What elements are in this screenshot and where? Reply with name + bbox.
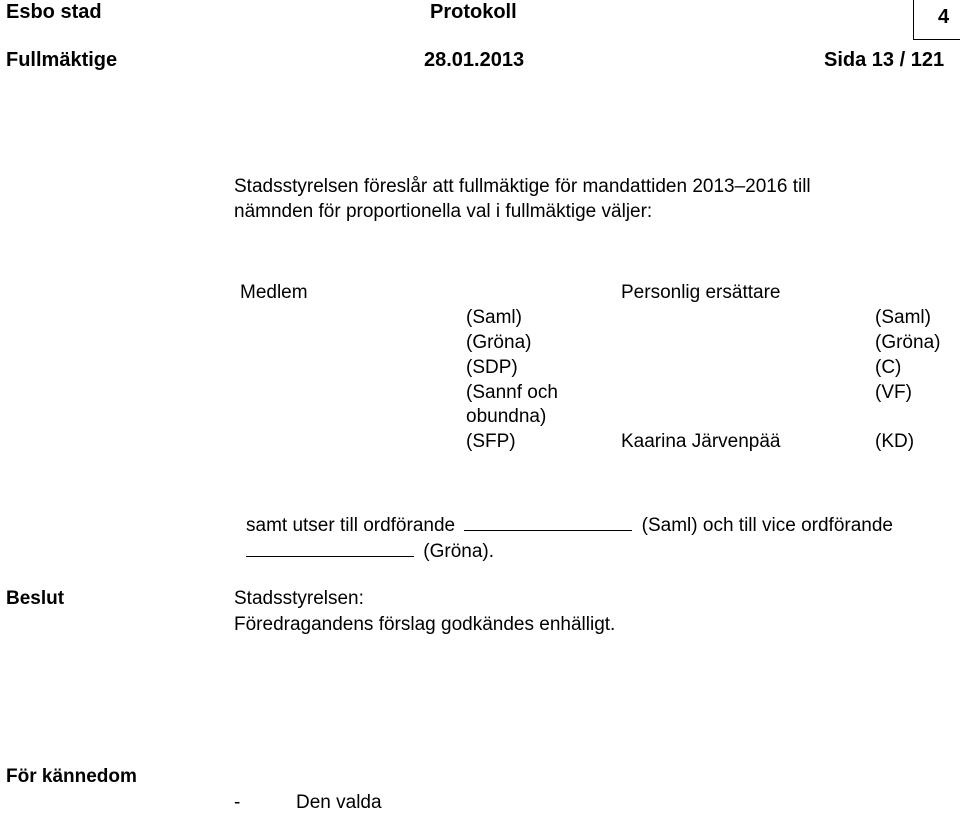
member-party: (Sannf och xyxy=(466,382,558,403)
proposal-line-2: nämnden för proportionella val i fullmäktige väljer: xyxy=(234,201,653,222)
chair-text-a: samt utser till ordförande xyxy=(246,515,456,536)
decision-label: Beslut xyxy=(6,588,65,609)
info-item-text: Den valda xyxy=(296,792,382,813)
header-org: Esbo stad xyxy=(6,1,102,23)
substitute-party: (VF) xyxy=(875,382,912,403)
substitute-party: (Gröna) xyxy=(875,332,941,353)
header-page: Sida 13 / 121 xyxy=(824,49,945,71)
member-party: (Gröna) xyxy=(466,332,532,353)
substitute-name: Kaarina Järvenpää xyxy=(621,431,781,452)
member-party-cont: obundna) xyxy=(466,406,547,427)
info-label: För kännedom xyxy=(6,766,137,787)
chair-text-b: (Saml) och till vice ordförande xyxy=(641,515,893,536)
member-party: (SDP) xyxy=(466,357,518,378)
chair-line-1 xyxy=(246,512,893,537)
col-header-substitute: Personlig ersättare xyxy=(621,282,781,303)
chair-line-2 xyxy=(246,538,494,563)
info-dash: - xyxy=(234,792,241,813)
member-party: (Saml) xyxy=(466,307,522,328)
proposal-line-1: Stadsstyrelsen föreslår att fullmäktige för mandattiden 2013–2016 till xyxy=(234,176,811,197)
header-doc-type: Protokoll xyxy=(430,1,517,23)
header-date: 28.01.2013 xyxy=(424,49,525,71)
header-body: Fullmäktige xyxy=(6,49,118,71)
item-number: 4 xyxy=(938,6,950,28)
substitute-party: (C) xyxy=(875,357,902,378)
decision-line-2: Föredragandens förslag godkändes enhälligt. xyxy=(234,614,616,635)
col-header-member: Medlem xyxy=(240,282,308,303)
vice-chair-blank xyxy=(246,538,414,557)
chair-text-c: (Gröna). xyxy=(423,541,495,562)
item-number-box xyxy=(913,0,960,40)
chair-blank xyxy=(464,512,632,531)
substitute-party: (Saml) xyxy=(875,307,931,328)
substitute-party: (KD) xyxy=(875,431,915,452)
decision-line-1: Stadsstyrelsen: xyxy=(234,588,364,609)
member-party: (SFP) xyxy=(466,431,516,452)
